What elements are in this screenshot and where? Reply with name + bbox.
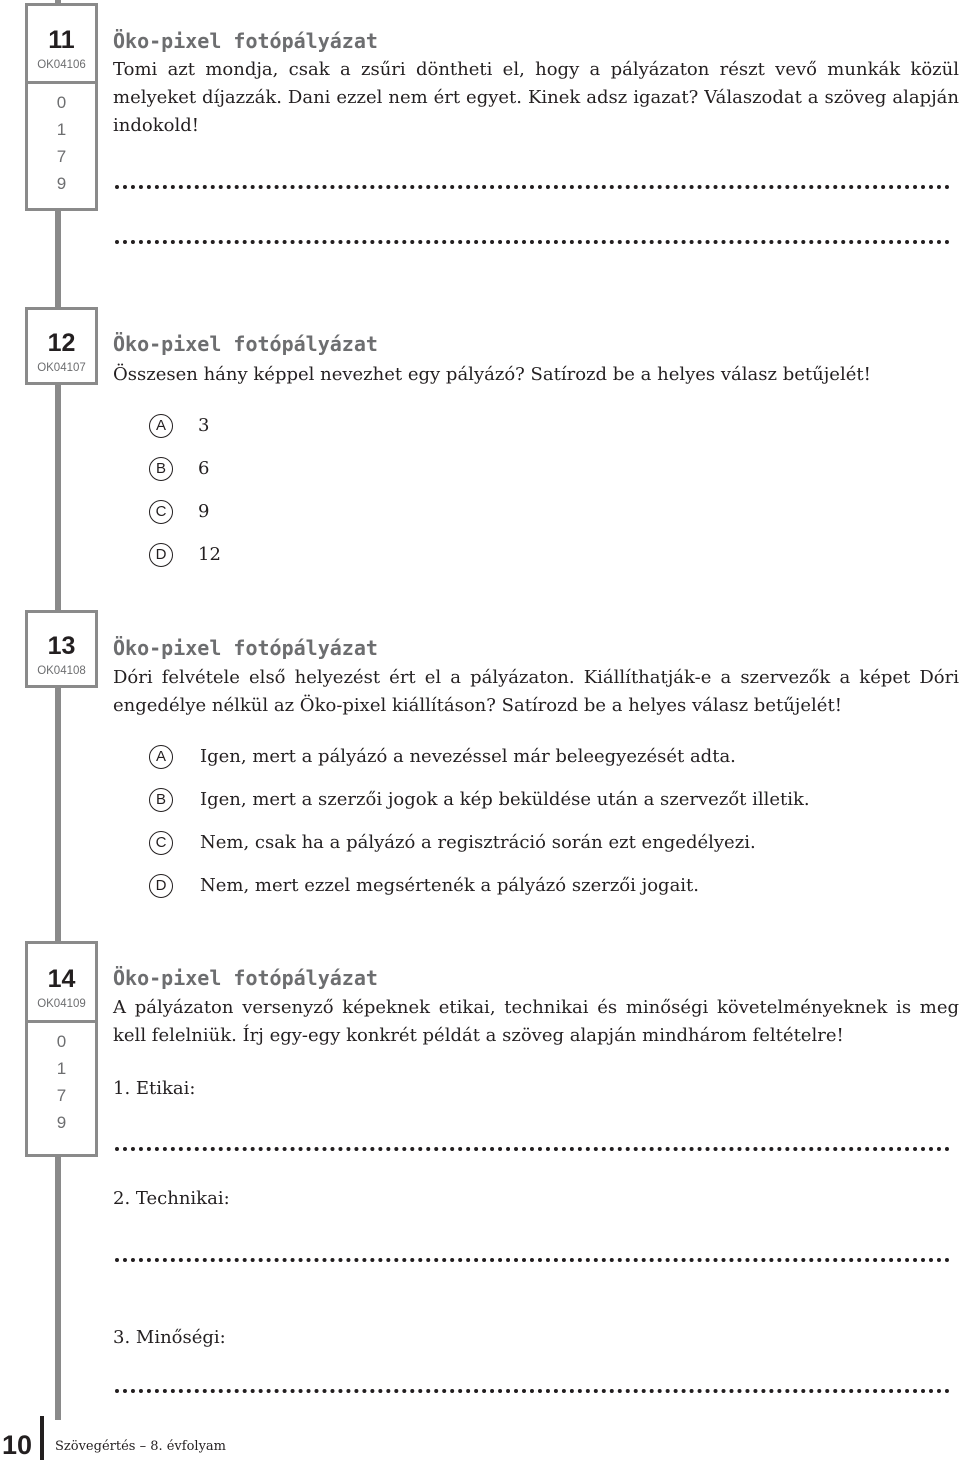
option-text: Nem, mert ezzel megsértenék a pályázó szerzői jogait. <box>200 875 700 896</box>
option-text: Igen, mert a szerzői jogok a kép beküldése után a szervezőt illetik. <box>200 789 810 810</box>
question-code: OK04109 <box>37 998 86 1010</box>
question-13-box <box>25 610 98 688</box>
score-code: 1 <box>56 1058 67 1078</box>
score-code: 7 <box>56 146 67 166</box>
question-text: Tomi azt mondja, csak a zsűri döntheti el, hogy a pályázaton részt vevő munkák közül melyeket díjazzák. Dani ezzel nem ért egyet. Kinek adsz igazat? Válaszodat a szöveg alapján indokold! <box>113 59 959 136</box>
option-letter-circle[interactable]: B <box>149 457 173 481</box>
question-number: 13 <box>47 632 76 660</box>
margin-rail <box>55 0 61 1420</box>
question-title: Öko-pixel fotópályázat <box>113 636 378 660</box>
option-letter-circle[interactable]: D <box>149 543 173 567</box>
option-text: 3 <box>198 415 210 436</box>
option-text: 12 <box>198 544 221 565</box>
answer-line[interactable] <box>115 1258 950 1262</box>
score-codes <box>28 1020 95 1131</box>
score-codes <box>28 81 95 192</box>
question-14-box <box>25 941 98 1157</box>
question-number: 11 <box>48 26 75 54</box>
question-code: OK04107 <box>37 362 86 374</box>
question-number: 12 <box>47 329 76 357</box>
score-code: 0 <box>56 92 67 112</box>
question-12-box <box>25 307 98 385</box>
score-code: 9 <box>56 1112 67 1132</box>
answer-line[interactable] <box>115 240 950 244</box>
footer-divider <box>40 1416 44 1460</box>
footer-text: Szövegértés – 8. évfolyam <box>55 1439 226 1454</box>
question-title: Öko-pixel fotópályázat <box>113 29 378 53</box>
option-text: Nem, csak ha a pályázó a regisztráció során ezt engedélyezi. <box>200 832 756 853</box>
question-code: OK04108 <box>37 665 86 677</box>
question-code: OK04106 <box>37 59 86 71</box>
question-title: Öko-pixel fotópályázat <box>113 966 378 990</box>
option-letter-circle[interactable]: A <box>149 414 173 438</box>
option-letter-circle[interactable]: A <box>149 745 173 769</box>
option-letter-circle[interactable]: C <box>149 500 173 524</box>
question-text: Összesen hány képpel nevezhet egy pályázó? Satírozd be a helyes válasz betűjelét! <box>113 364 871 385</box>
option-letter-circle[interactable]: D <box>149 874 173 898</box>
score-code: 9 <box>56 173 67 193</box>
answer-label-ethical: 1. Etikai: <box>113 1078 196 1099</box>
question-text: A pályázaton versenyző képeknek etikai, technikai és minőségi követelményeknek is meg kell felelniük. Írj egy-egy konkrét példát a szöveg alapján mindhárom feltételre! <box>113 997 959 1046</box>
question-text: Dóri felvétele első helyezést ért el a pályázaton. Kiállíthatják-e a szervezők a képet Dóri engedélye nélkül az Öko-pixel kiállításon? Satírozd be a helyes válasz betűjelét! <box>113 667 959 716</box>
score-code: 0 <box>56 1031 67 1051</box>
option-letter-circle[interactable]: B <box>149 788 173 812</box>
option-text: 9 <box>198 501 210 522</box>
answer-line[interactable] <box>115 1147 950 1151</box>
page-number: 10 <box>2 1430 33 1460</box>
answer-line[interactable] <box>115 1389 950 1393</box>
score-code: 1 <box>56 119 67 139</box>
option-text: Igen, mert a pályázó a nevezéssel már beleegyezését adta. <box>200 746 736 767</box>
answer-line[interactable] <box>115 185 950 189</box>
option-letter-circle[interactable]: C <box>149 831 173 855</box>
question-11-box <box>25 3 98 211</box>
answer-label-technical: 2. Technikai: <box>113 1188 230 1209</box>
answer-label-quality: 3. Minőségi: <box>113 1327 226 1348</box>
score-code: 7 <box>56 1085 67 1105</box>
option-text: 6 <box>198 458 210 479</box>
question-number: 14 <box>47 965 76 993</box>
question-title: Öko-pixel fotópályázat <box>113 332 378 356</box>
